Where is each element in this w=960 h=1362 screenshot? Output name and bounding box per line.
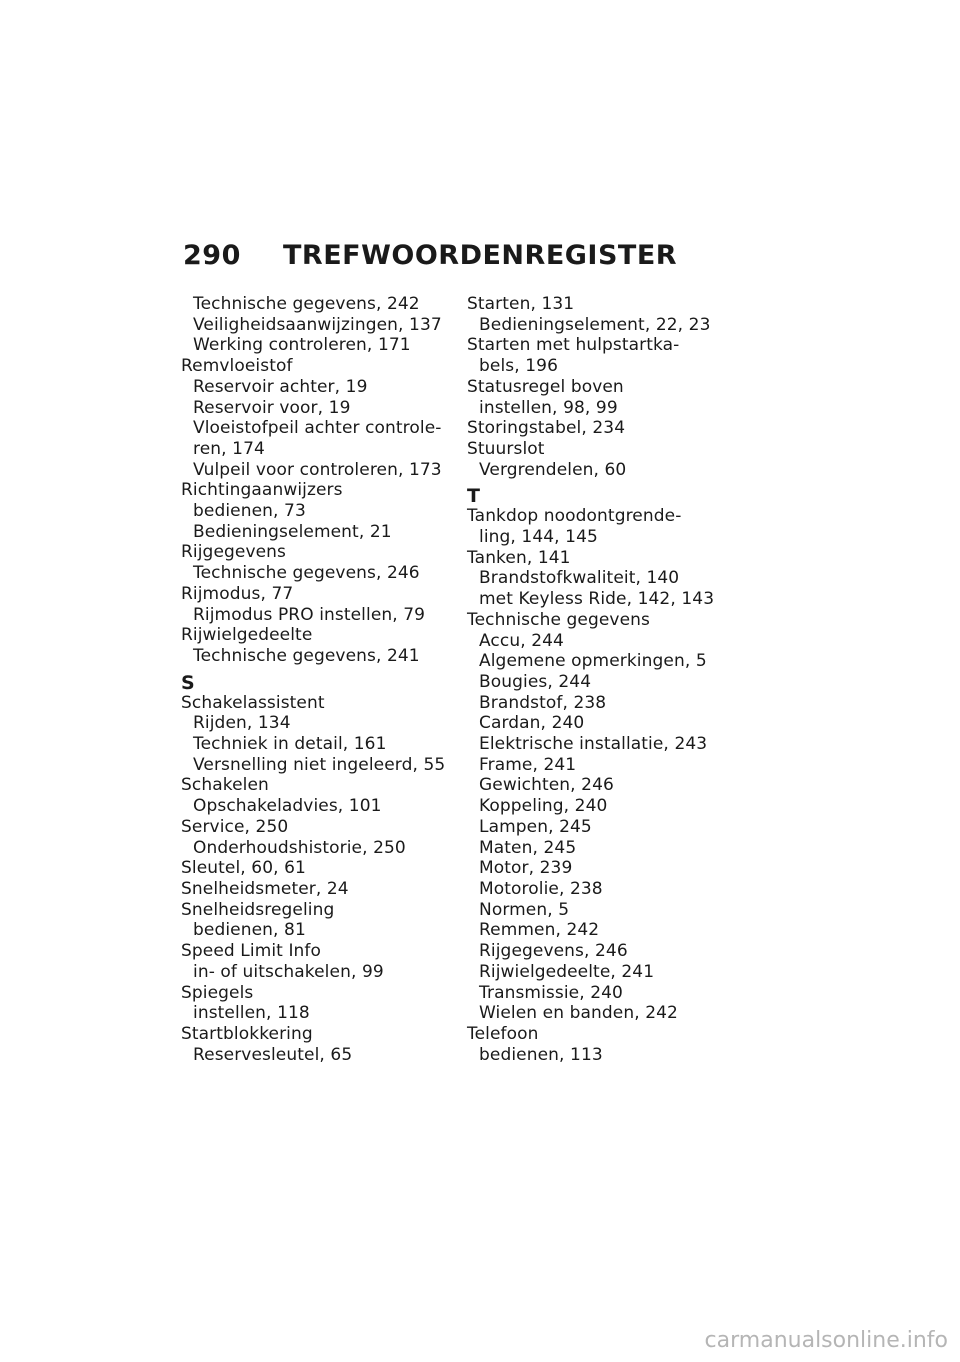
index-entry: Technische gegevens [467,609,650,630]
index-subentry: Rijmodus PRO instellen, 79 [193,604,426,625]
watermark: carmanualsonline.info [704,1328,948,1353]
index-subentry: instellen, 98, 99 [479,397,618,418]
index-entry: Rijmodus, 77 [181,583,294,604]
index-subentry: Remmen, 242 [479,920,600,941]
index-subentry: Wielen en banden, 242 [479,1003,678,1024]
index-subentry: Technische gegevens, 246 [193,563,420,584]
index-subentry: Werking controleren, 171 [193,335,411,356]
index-entry: Starten, 131 [467,294,575,314]
index-subentry: instellen, 118 [193,1003,310,1024]
index-entry: Statusregel boven [467,376,624,397]
index-entry: Snelheidsmeter, 24 [181,878,349,899]
index-subentry: Technische gegevens, 241 [193,645,420,666]
index-subentry: Vulpeil voor controleren, 173 [193,459,442,480]
index-subentry: Accu, 244 [479,630,564,651]
index-subentry: Onderhoudshistorie, 250 [193,837,406,858]
index-subentry: bedienen, 113 [479,1044,603,1065]
index-entry: Startblokkering [181,1023,313,1044]
section-letter: S [181,671,195,694]
index-subentry: Gewichten, 246 [479,775,614,796]
index-subentry: Normen, 5 [479,899,570,920]
index-subentry: Bedieningselement, 21 [193,521,392,542]
index-subentry: Versnelling niet ingeleerd, 55 [193,754,446,775]
index-subentry: Reservesleutel, 65 [193,1044,353,1065]
index-subentry: Frame, 241 [479,754,577,775]
index-subentry: ling, 144, 145 [479,527,598,548]
index-subentry: ren, 174 [193,438,265,459]
index-subentry: Transmissie, 240 [479,982,623,1003]
index-subentry: Bedieningselement, 22, 23 [479,314,711,335]
section-letter: T [467,485,480,508]
index-entry: Remvloeistof [181,356,293,377]
index-entry: Rijgegevens [181,542,287,563]
index-entry: Tanken, 141 [467,547,571,568]
index-entry: Stuurslot [467,438,545,459]
page-number: 290 [183,240,241,271]
index-entry: Spiegels [181,982,254,1003]
index-subentry: Reservoir voor, 19 [193,397,351,418]
index-subentry: in- of uitschakelen, 99 [193,961,384,982]
index-entry: Schakelassistent [181,692,325,713]
index-subentry: Rijden, 134 [193,713,291,734]
index-subentry: Algemene opmerkingen, 5 [479,651,707,672]
index-subentry: Vloeistofpeil achter controle- [193,418,442,439]
index-subentry: Cardan, 240 [479,713,585,734]
index-entry: Speed Limit Info [181,941,322,962]
index-entry: Sleutel, 60, 61 [181,858,306,879]
page-header [183,240,677,271]
index-entry: Schakelen [181,775,269,796]
index-subentry: Brandstof, 238 [479,692,607,713]
index-subentry: Lampen, 245 [479,816,592,837]
index-subentry: Veiligheidsaanwijzingen, 137 [193,314,442,335]
index-subentry: Elektrische installatie, 243 [479,734,708,755]
index-column-right [467,294,737,1065]
index-subentry: Vergrendelen, 60 [479,459,627,480]
index-entry: Tankdop noodontgrende- [467,506,682,527]
index-subentry: Reservoir achter, 19 [193,376,368,397]
index-entry: Service, 250 [181,816,289,837]
index-subentry: Opschakeladvies, 101 [193,796,382,817]
index-subentry: bedienen, 73 [193,501,306,522]
index-entry: Storingstabel, 234 [467,418,626,439]
page-title: TREFWOORDENREGISTER [283,240,678,271]
index-entry: Starten met hulpstartka- [467,335,680,356]
index-subentry: met Keyless Ride, 142, 143 [479,589,715,610]
index-subentry: Brandstofkwaliteit, 140 [479,568,680,589]
index-subentry: Bougies, 244 [479,671,592,692]
index-subentry: Technische gegevens, 242 [193,294,420,314]
index-entry: Telefoon [467,1023,539,1044]
index-entry: Richtingaanwijzers [181,480,343,501]
index-subentry: Rijwielgedeelte, 241 [479,961,655,982]
index-subentry: Maten, 245 [479,837,577,858]
index-column-left [181,294,451,1065]
index-subentry: bels, 196 [479,356,558,377]
index-entry: Snelheidsregeling [181,899,335,920]
index-subentry: Koppeling, 240 [479,796,608,817]
index-subentry: bedienen, 81 [193,920,306,941]
index-subentry: Techniek in detail, 161 [193,734,387,755]
index-subentry: Motorolie, 238 [479,878,603,899]
index-entry: Rijwielgedeelte [181,625,313,646]
index-subentry: Motor, 239 [479,858,573,879]
index-subentry: Rijgegevens, 246 [479,941,628,962]
